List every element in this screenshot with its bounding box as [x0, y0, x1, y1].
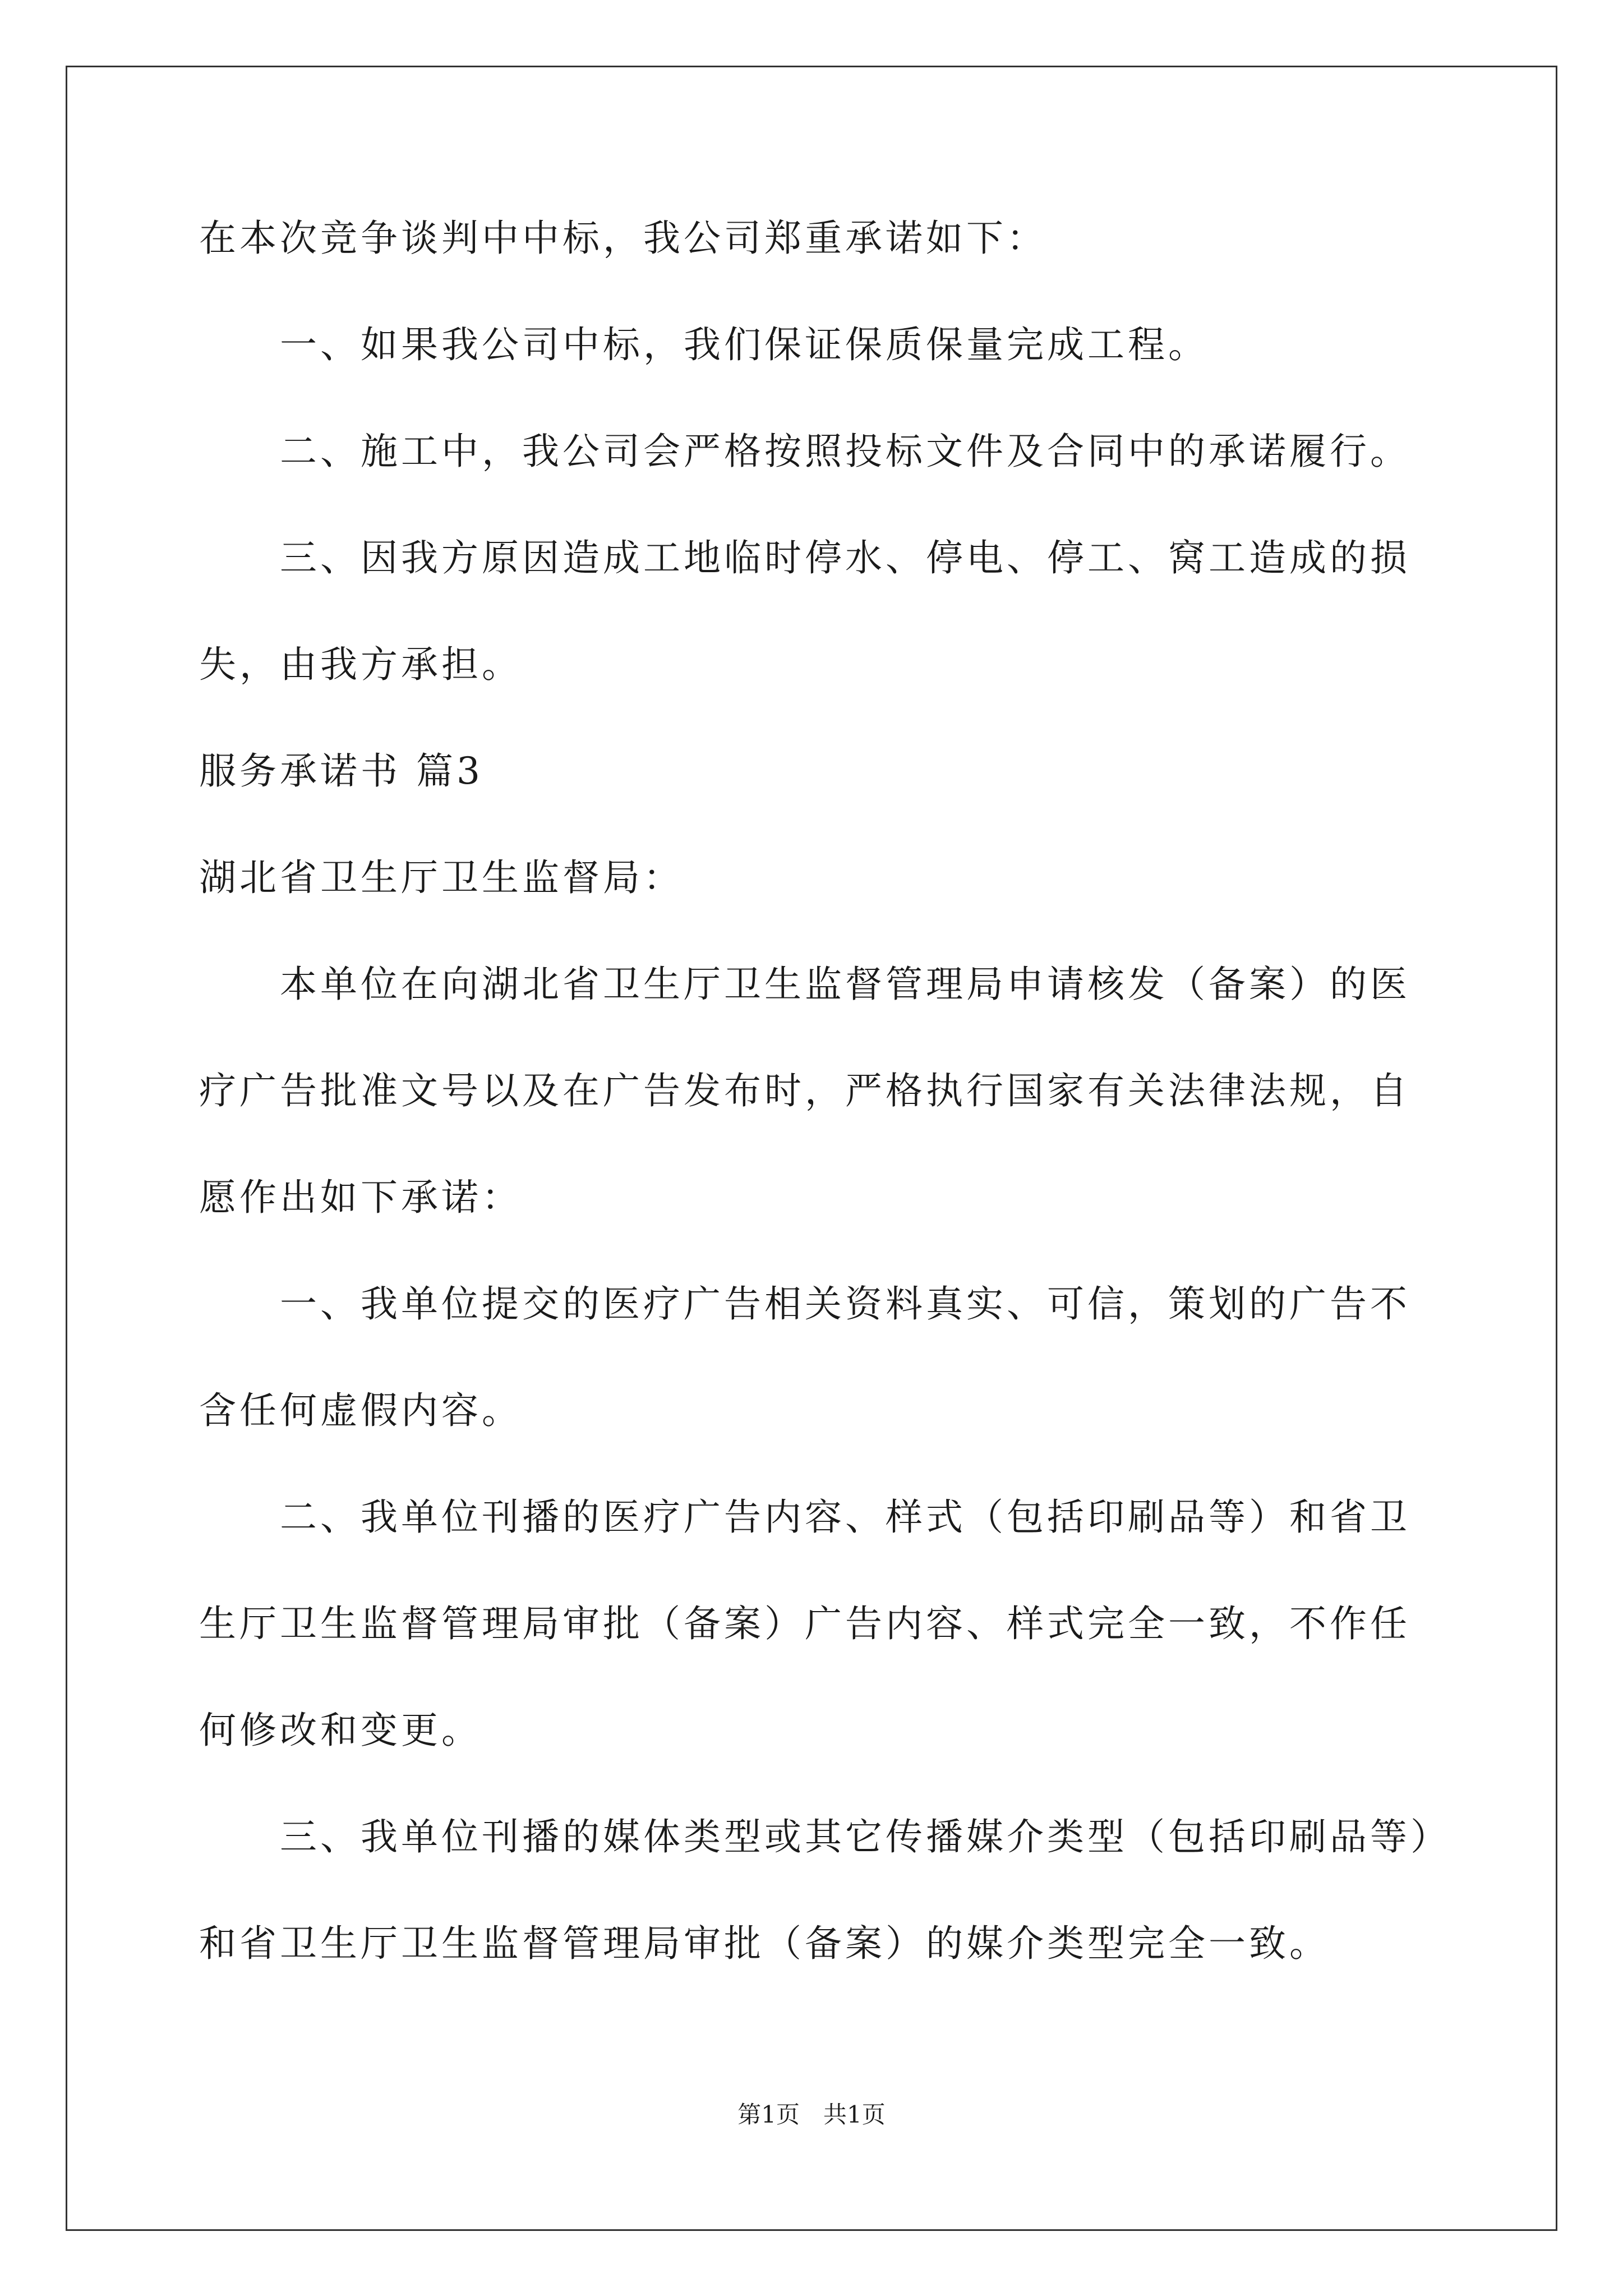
text-line: 愿作出如下承诺：	[199, 1176, 522, 1219]
text-line: 和省卫生厅卫生监督管理局审批（备案）的媒介类型完全一致。	[199, 1922, 1330, 1965]
text-line: 疗广告批准文号以及在广告发布时，严格执行国家有关法律法规，自	[199, 1069, 1410, 1112]
text-line: 含任何虚假内容。	[199, 1389, 522, 1432]
section-heading: 服务承诺书 篇3	[199, 749, 483, 793]
page-footer: 第1页 共1页	[737, 2101, 886, 2128]
text-line: 一、如果我公司中标，我们保证保质保量完成工程。	[199, 323, 1209, 366]
text-line: 一、我单位提交的医疗广告相关资料真实、可信，策划的广告不	[199, 1282, 1410, 1326]
page-border	[66, 66, 1557, 2231]
text-line: 生厅卫生监督管理局审批（备案）广告内容、样式完全一致，不作任	[199, 1602, 1410, 1645]
text-line: 三、因我方原因造成工地临时停水、停电、停工、窝工造成的损	[199, 536, 1410, 579]
text-line: 二、我单位刊播的医疗广告内容、样式（包括印刷品等）和省卫	[199, 1496, 1410, 1539]
text-line: 湖北省卫生厅卫生监督局：	[199, 856, 684, 899]
text-line: 在本次竞争谈判中中标，我公司郑重承诺如下：	[199, 217, 1047, 260]
text-line: 何修改和变更。	[199, 1709, 482, 1752]
text-line: 三、我单位刊播的媒体类型或其它传播媒介类型（包括印刷品等）	[199, 1815, 1451, 1858]
text-line: 失，由我方承担。	[199, 643, 522, 686]
text-line: 本单位在向湖北省卫生厅卫生监督管理局申请核发（备案）的医	[199, 963, 1410, 1006]
text-line: 二、施工中，我公司会严格按照投标文件及合同中的承诺履行。	[199, 430, 1410, 473]
